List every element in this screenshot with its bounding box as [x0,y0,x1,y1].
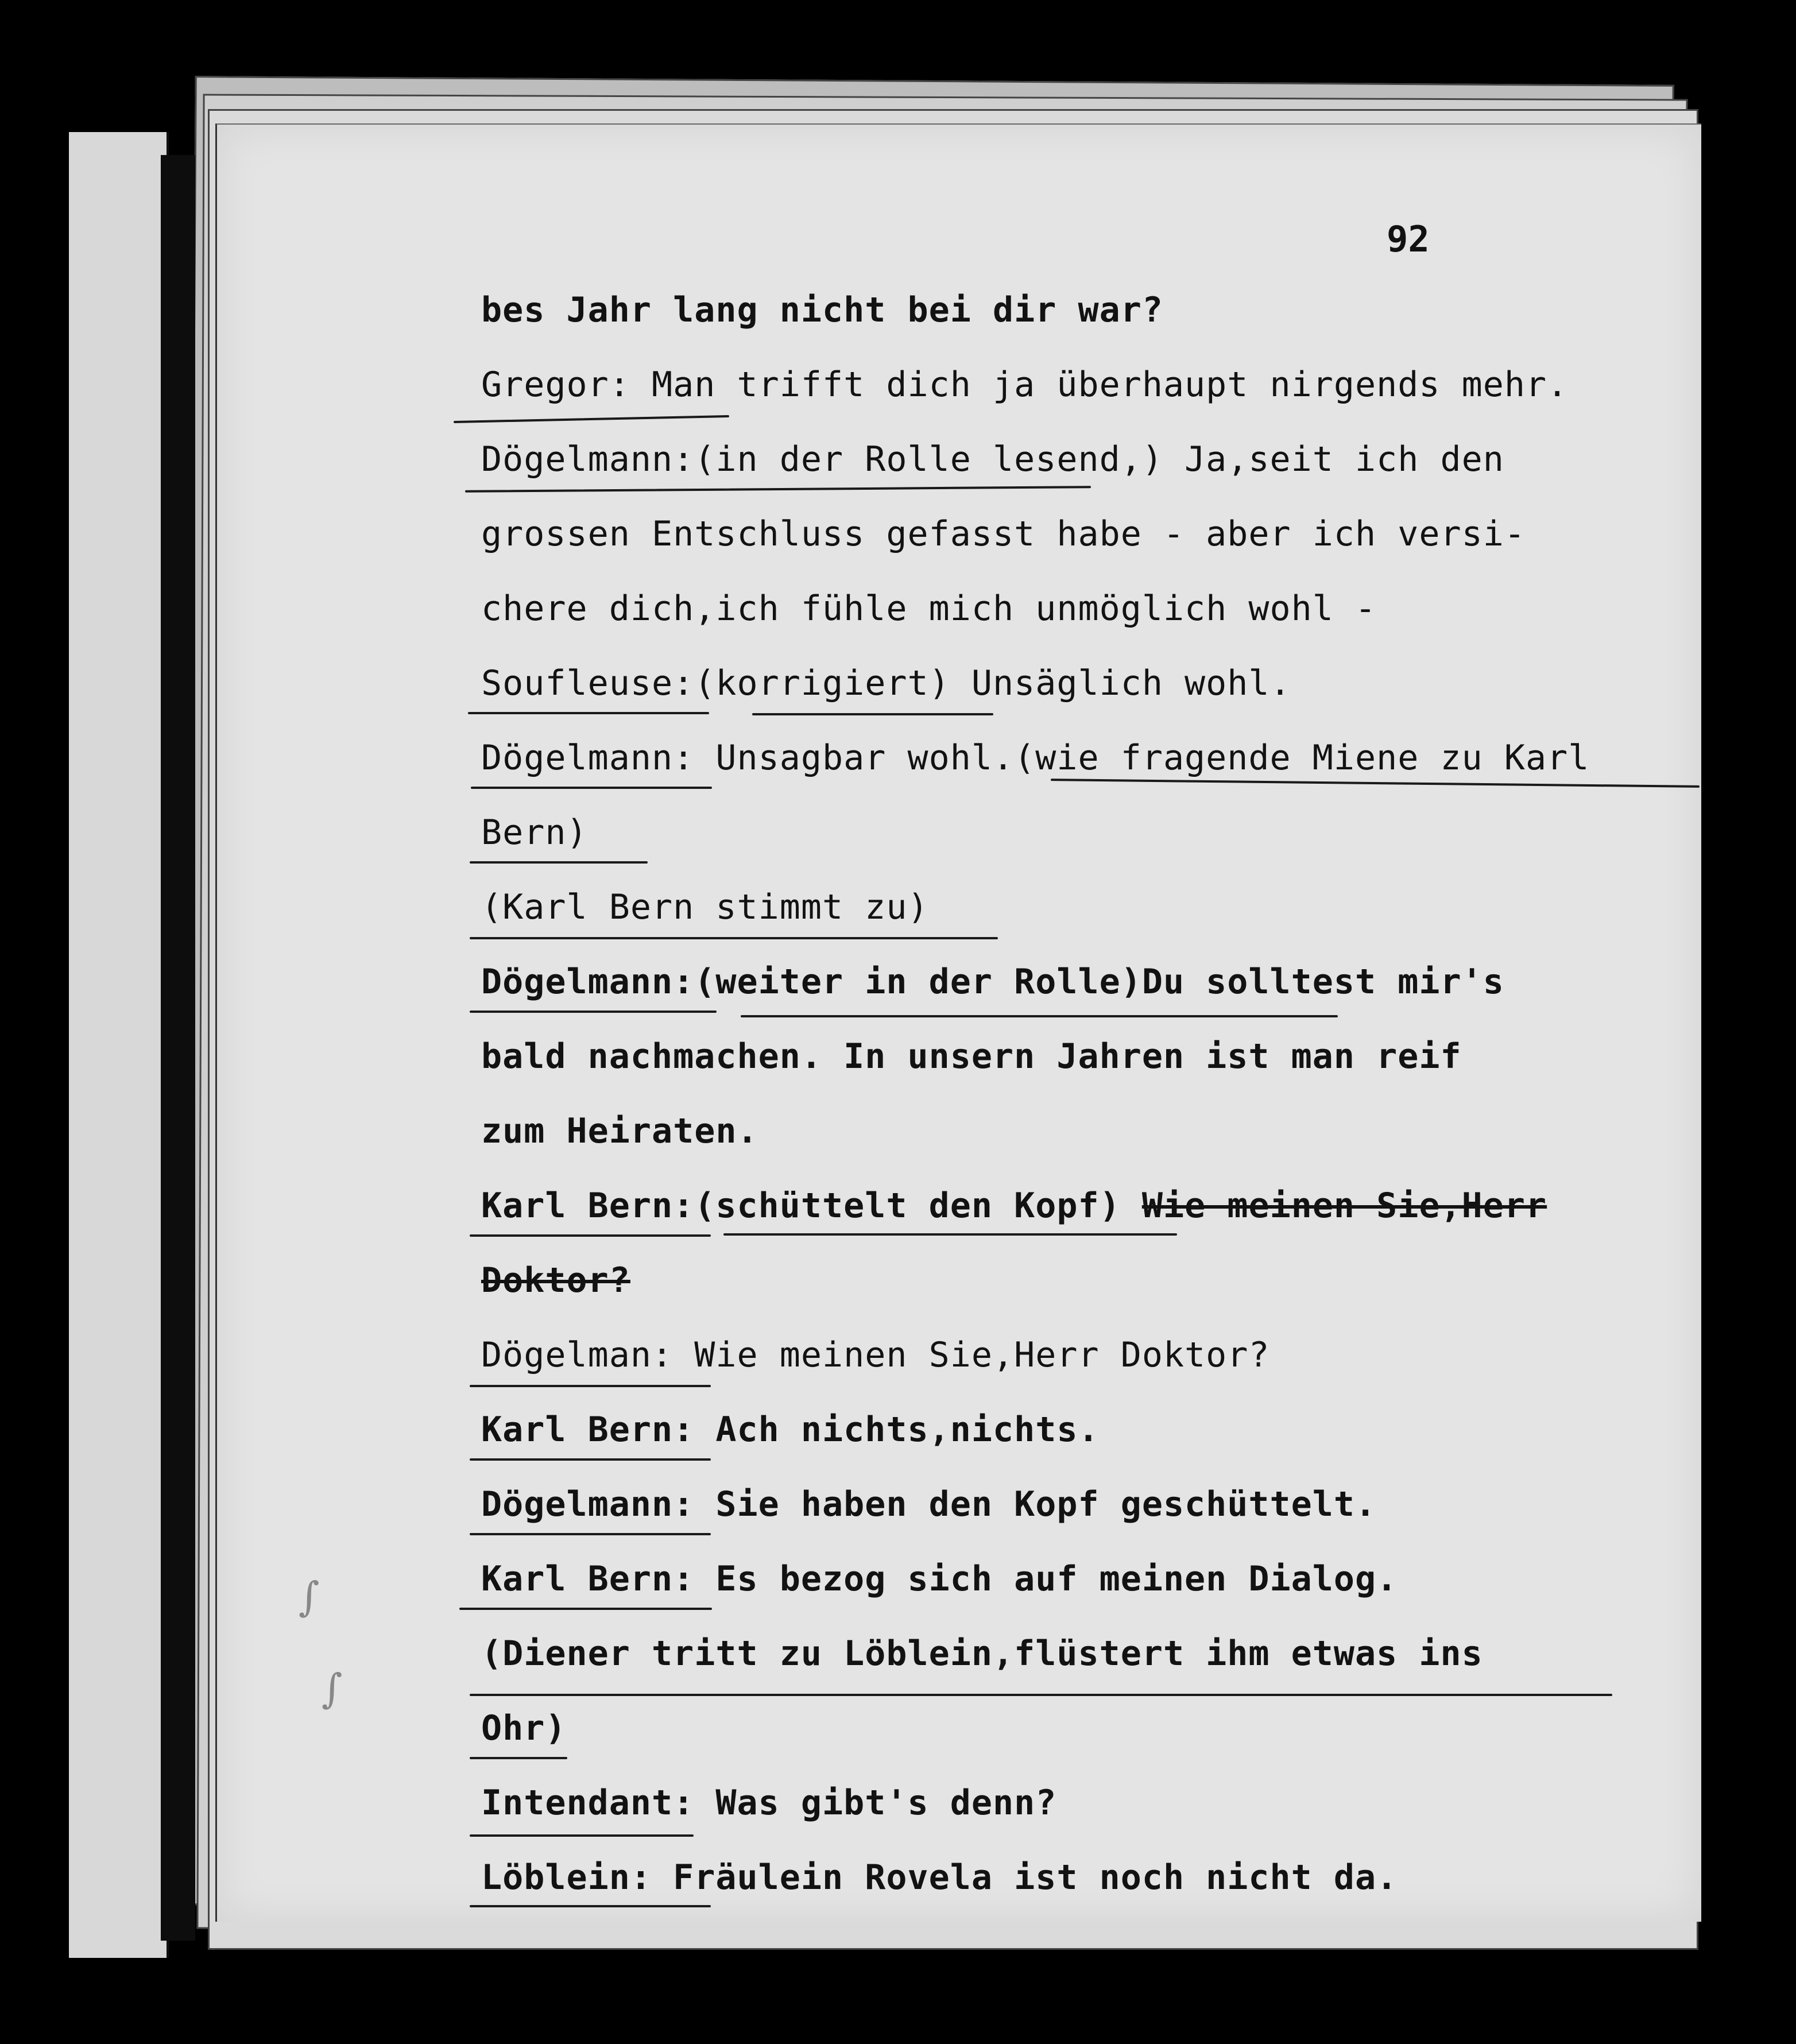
underline-mark [470,937,998,939]
underline-mark [468,712,709,714]
underline-mark [470,861,648,864]
text-line: Karl Bern: Ach nichts,nichts. [481,1410,1100,1450]
text-line: bes Jahr lang nicht bei dir war? [481,290,1163,330]
underline-mark [470,1905,711,1907]
text-line: (Karl Bern stimmt zu) [481,887,929,927]
underline-mark [471,787,712,789]
text-line: Soufleuse:(korrigiert) Unsäglich wohl. [481,663,1291,703]
underline-mark [459,1608,712,1610]
underline-mark [470,1694,1612,1696]
page-number: 92 [1387,218,1430,260]
text-line: Gregor: Man trifft dich ja überhaupt nirgends mehr. [481,365,1569,405]
struck-text: Wie meinen Sie,Herr [1141,1186,1547,1226]
page-edge-shadow [161,155,195,1941]
text-line: bald nachmachen. In unsern Jahren ist man reif [481,1036,1462,1077]
text-line: (Diener tritt zu Löblein,flüstert ihm etwas ins [481,1633,1483,1674]
text-line: Bern) [481,812,588,853]
underline-mark [470,1385,711,1387]
text-line: Dögelmann:(in der Rolle lesend,) Ja,seit ich den [481,439,1504,479]
underline-mark [470,1533,711,1535]
text-line: zum Heiraten. [481,1111,758,1151]
underline-mark [741,1015,1338,1017]
text-line: Dögelman: Wie meinen Sie,Herr Doktor? [481,1335,1270,1375]
text-line: Dögelmann:(weiter in der Rolle)Du solltest mir's [481,962,1504,1002]
margin-pencil-mark: ∫ [322,1665,343,1712]
text-line: Löblein: Fräulein Rovela ist noch nicht da. [481,1857,1398,1898]
underline-mark [723,1233,1177,1236]
underline-mark [752,713,993,715]
text-line: Intendant: Was gibt's denn? [481,1783,1057,1823]
text-line: Dögelmann: Sie haben den Kopf geschüttelt. [481,1484,1377,1524]
margin-pencil-mark: ∫ [299,1573,320,1620]
underline-mark [470,1757,567,1759]
text-line: Ohr) [481,1708,567,1748]
underline-mark [470,1834,694,1837]
underline-mark [470,1458,711,1461]
underline-mark [470,1234,711,1237]
text-line: Dögelmann: Unsagbar wohl.(wie fragende Miene zu Karl [481,738,1590,778]
struck-text-line: Doktor? [481,1260,630,1300]
text-line: chere dich,ich fühle mich unmöglich wohl - [481,589,1377,629]
speaker-text: Karl Bern:(schüttelt den Kopf) [481,1186,1142,1226]
text-line: Karl Bern: Es bezog sich auf meinen Dialog. [481,1559,1398,1599]
left-paper-strip [69,132,169,1958]
underline-mark [470,1011,717,1013]
text-line: grossen Entschluss gefasst habe - aber ich versi- [481,514,1526,554]
text-line [481,1186,1547,1226]
